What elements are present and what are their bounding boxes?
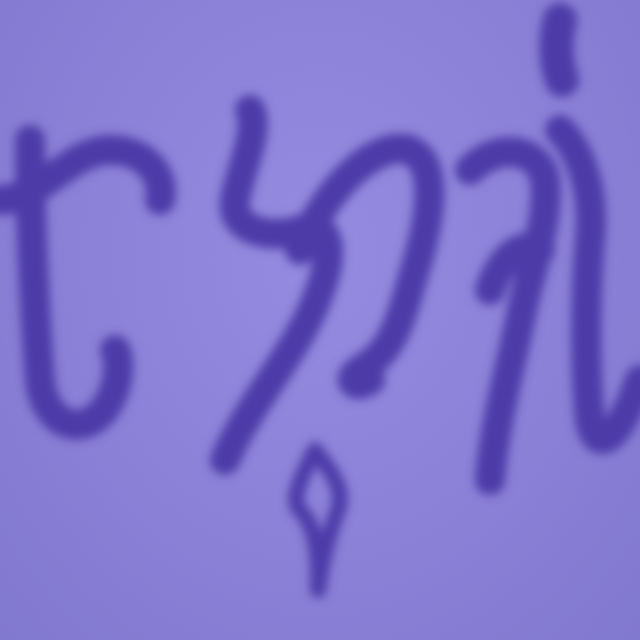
stroke-glyph-4 xyxy=(470,152,546,480)
stroke-dot xyxy=(556,20,562,80)
stroke-glyph-1-bowl xyxy=(30,140,118,425)
stroke-glyph-2 xyxy=(225,110,328,460)
stroke-diamond-mark xyxy=(296,450,340,590)
ink-strokes xyxy=(0,20,640,590)
stroke-glyph-5 xyxy=(560,130,640,439)
